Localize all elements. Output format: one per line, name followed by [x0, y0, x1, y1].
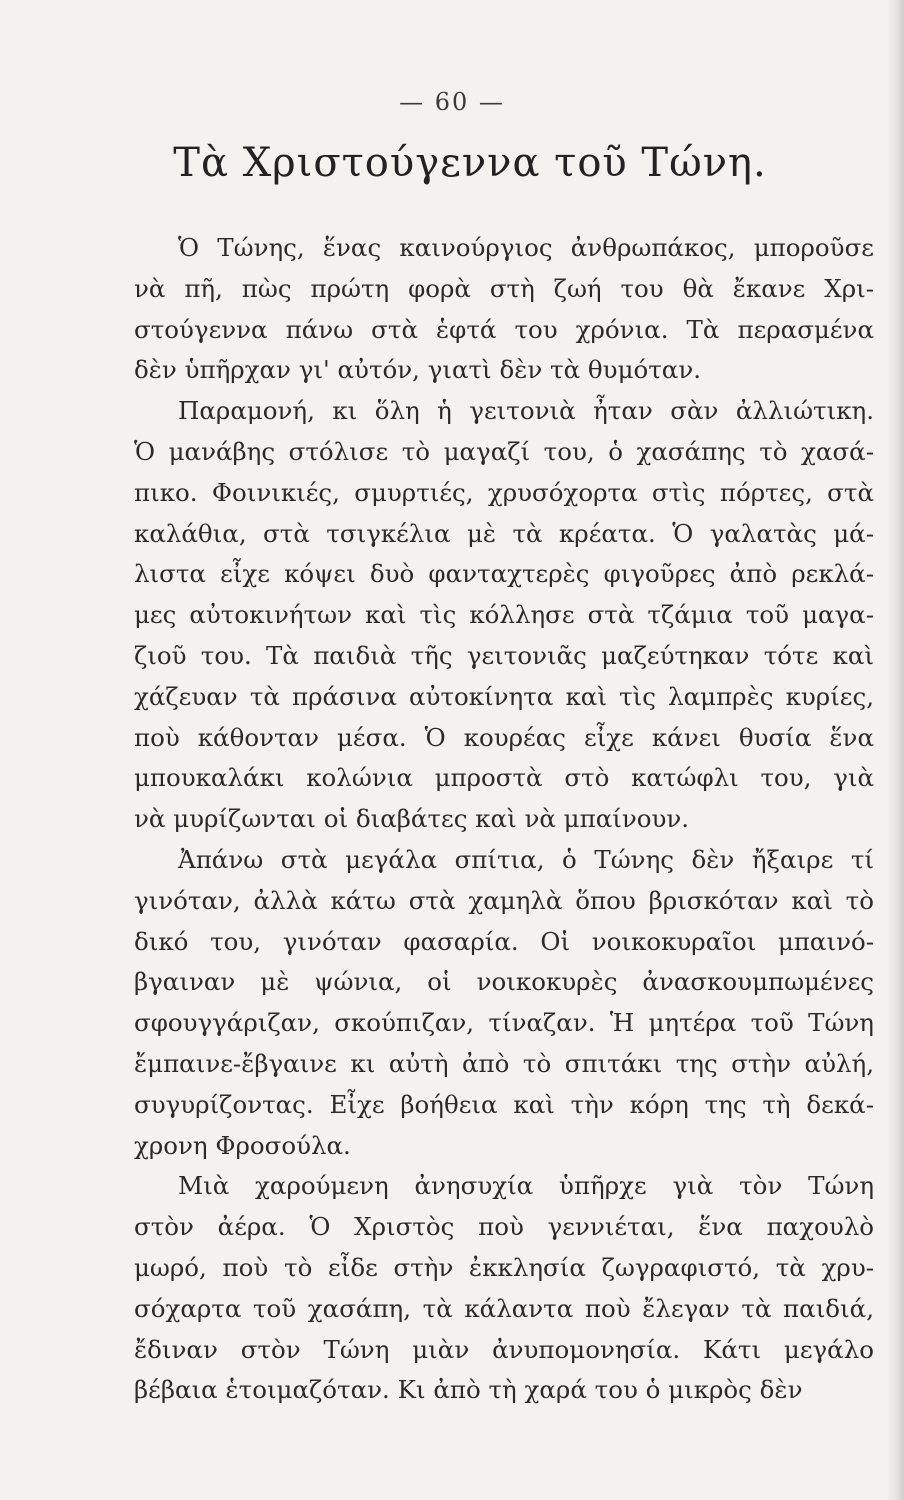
text-line: νὰ μυρίζωνται οἱ διαβάτες καὶ νὰ μπαίνουν. [134, 804, 690, 834]
text-line: Ὁ μανάβης στόλισε τὸ μαγαζί του, ὁ χασάπης τὸ χασά- [134, 436, 874, 466]
text-line: Παραμονή, κι ὅλη ἡ γειτονιὰ ἦταν σὰν ἀλλιώτικη. [178, 396, 874, 426]
text-line: δὲν ὑπῆρχαν γι' αὐτόν, γιατὶ δὲν τὰ θυμόταν. [134, 355, 702, 385]
text-line: ἔμπαινε-ἔβγαινε κι αὐτὴ ἀπὸ τὸ σπιτάκι της στὴν αὐλή, [134, 1048, 874, 1078]
text-line: μωρό, ποὺ τὸ εἶδε στὴν ἐκκλησία ζωγραφιστό, τὰ χρυ- [134, 1252, 874, 1282]
text-line: σόχαρτα τοῦ χασάπη, τὰ κάλαντα ποὺ ἔλεγαν τὰ παιδιά, [134, 1293, 874, 1323]
text-line: νὰ πῆ, πὼς πρώτη φορὰ στὴ ζωή του θὰ ἔκανε Χρι- [134, 273, 874, 303]
chapter-title: Τὰ Χριστούγεννα τοῦ Τώνη. [173, 140, 767, 186]
text-line: ζιοῦ του. Τὰ παιδιὰ τῆς γειτονιᾶς μαζεύτηκαν τότε καὶ [134, 640, 874, 670]
text-line: βέβαια ἑτοιμαζόταν. Κι ἀπὸ τὴ χαρά του ὁ μικρὸς δὲν [134, 1375, 803, 1405]
page-edge-shadow [886, 0, 904, 1500]
text-line: καλάθια, στὰ τσιγκέλια μὲ τὰ κρέατα. Ὁ γαλατὰς μά- [134, 518, 874, 548]
text-line: μες αὐτοκινήτων καὶ τὶς κόλλησε στὰ τζάμια τοῦ μαγα- [134, 600, 874, 630]
page-number: — 60 — [399, 88, 505, 116]
text-line: Ὁ Τώνης, ἕνας καινούργιος ἀνθρωπάκος, μποροῦσε [178, 233, 874, 262]
text-line: δικό του, γινόταν φασαρία. Οἱ νοικοκυραῖοι μπαινό- [134, 926, 874, 956]
text-line: ποὺ κάθονταν μέσα. Ὁ κουρέας εἶχε κάνει θυσία ἕνα [134, 722, 874, 752]
text-line: λιστα εἶχε κόψει δυὸ φανταχτερὲς φιγοῦρες ἀπὸ ρεκλά- [134, 559, 874, 589]
text-line: ἔδιναν στὸν Τώνη μιὰν ἀνυπομονησία. Κάτι μεγάλο [134, 1334, 874, 1364]
text-line: στούγεννα πάνω στὰ ἑφτά του χρόνια. Τὰ περασμένα [134, 314, 874, 344]
text-line: Ἀπάνω στὰ μεγάλα σπίτια, ὁ Τώνης δὲν ἤξαιρε τί [178, 844, 874, 874]
text-line: στὸν ἀέρα. Ὁ Χριστὸς ποὺ γεννιέται, ἕνα παχουλὸ [134, 1212, 874, 1242]
text-line: χρονη Φροσούλα. [134, 1130, 351, 1160]
text-line: μπουκαλάκι κολώνια μπροστὰ στὸ κατώφλι του, γιὰ [134, 763, 874, 793]
text-line: Μιὰ χαρούμενη ἀνησυχία ὑπῆρχε γιὰ τὸν Τώνη [178, 1171, 874, 1201]
text-line: βγαιναν μὲ ψώνια, οἱ νοικοκυρὲς ἀνασκουμπωμένες [134, 967, 874, 997]
text-line: χάζευαν τὰ πράσινα αὐτοκίνητα καὶ τὶς λαμπρὲς κυρίες, [134, 681, 874, 711]
text-line: σφουγγάριζαν, σκούπιζαν, τίναζαν. Ἡ μητέρα τοῦ Τώνη [134, 1008, 874, 1038]
text-line: γινόταν, ἀλλὰ κάτω στὰ χαμηλὰ ὅπου βρισκόταν καὶ τὸ [134, 885, 874, 915]
text-line: συγυρίζοντας. Εἶχε βοήθεια καὶ τὴν κόρη της τὴ δεκά- [134, 1089, 874, 1119]
text-line: πικο. Φοινικιές, σμυρτιές, χρυσόχορτα στὶς πόρτες, στὰ [134, 477, 874, 507]
body-text [134, 228, 874, 1411]
